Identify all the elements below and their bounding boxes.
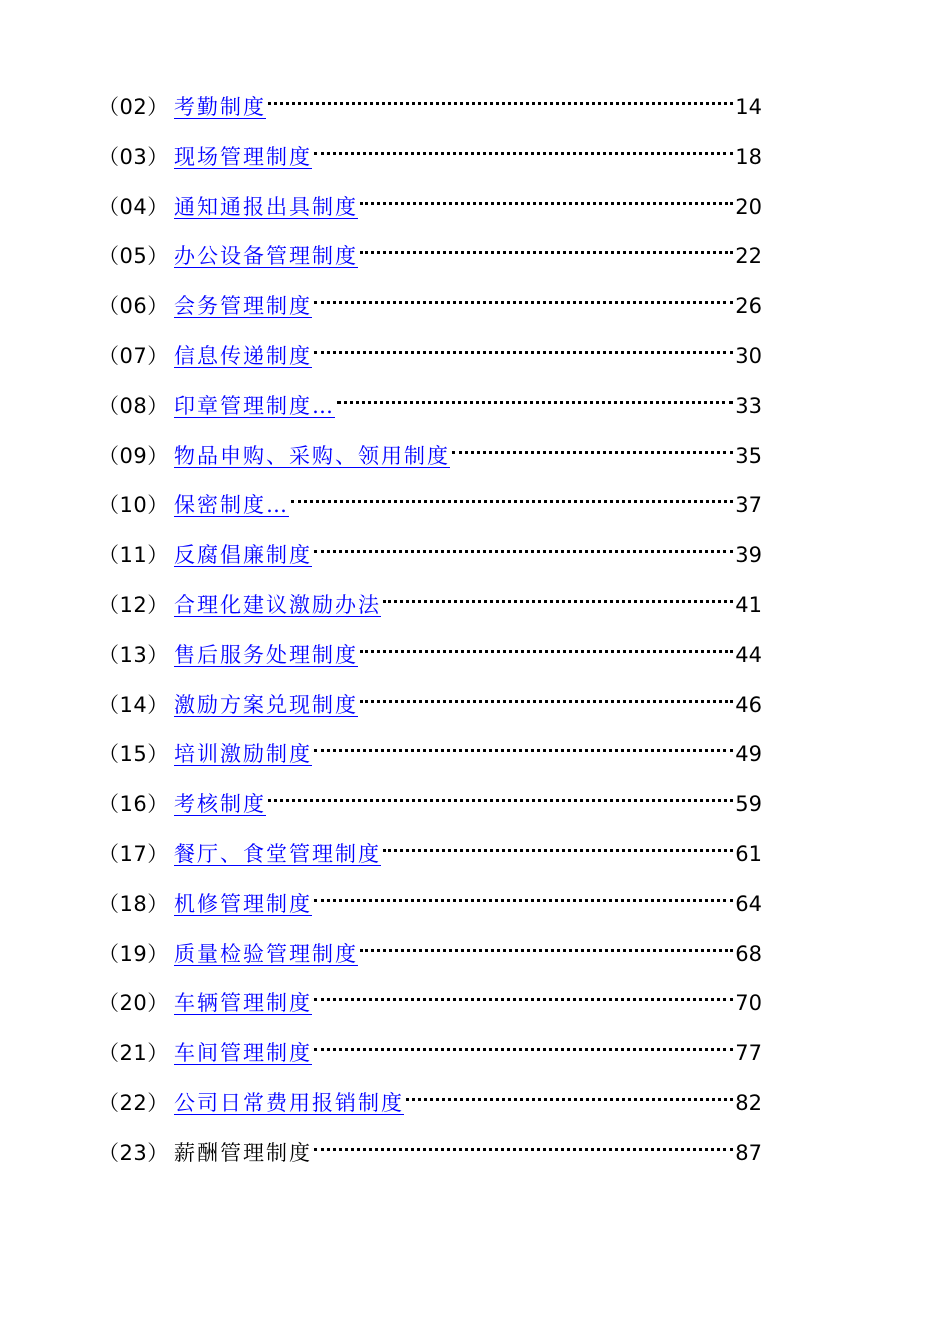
toc-entry[interactable]: [98, 433, 762, 483]
toc-dot-leader: [291, 482, 733, 512]
toc-entry-link[interactable]: 公司日常费用报销制度: [174, 1090, 404, 1115]
toc-entry-link[interactable]: 考勤制度: [174, 95, 266, 119]
toc-dot-leader: [406, 1080, 733, 1110]
toc-entry-page-number: 68: [735, 941, 762, 966]
toc-entry-page-number: 22: [735, 244, 762, 269]
toc-entry-page-number: 26: [735, 294, 762, 319]
toc-entry[interactable]: [98, 781, 762, 831]
toc-entry-number: （13）: [98, 642, 169, 667]
toc-entry-page-number: 46: [735, 692, 762, 717]
toc-entry-page-number: 64: [735, 891, 762, 916]
toc-entry[interactable]: [98, 582, 762, 632]
toc-entry-link[interactable]: 印章管理制度…: [174, 393, 335, 418]
toc-entry-link[interactable]: 考核制度: [174, 792, 266, 817]
toc-entry-page-number: 70: [735, 991, 762, 1016]
toc-entry-link[interactable]: 信息传递制度: [174, 343, 312, 368]
toc-entry-page-number: 39: [735, 543, 762, 568]
toc-dot-leader: [360, 931, 733, 961]
toc-entry-link[interactable]: 售后服务处理制度: [174, 642, 358, 667]
toc-entry[interactable]: [98, 980, 762, 1030]
toc-entry-page-number: 20: [735, 194, 762, 219]
toc-dot-leader: [314, 980, 733, 1010]
table-of-contents: [98, 84, 762, 1180]
toc-entry[interactable]: [98, 632, 762, 682]
toc-dot-leader: [314, 1030, 733, 1060]
toc-entry[interactable]: [98, 283, 762, 333]
toc-entry-link[interactable]: 反腐倡廉制度: [174, 543, 312, 568]
toc-entry-page-number: 44: [735, 642, 762, 667]
toc-dot-leader: [314, 333, 733, 363]
toc-dot-leader: [314, 134, 733, 164]
toc-entry-link[interactable]: 餐厅、食堂管理制度: [174, 841, 381, 866]
toc-entry-link[interactable]: 物品申购、采购、领用制度: [174, 443, 450, 468]
toc-entry-title: 薪酬管理制度: [174, 1140, 312, 1165]
toc-entry[interactable]: [98, 333, 762, 383]
toc-entry-number: （05）: [98, 244, 169, 269]
toc-entry[interactable]: [98, 831, 762, 881]
toc-entry-number: （16）: [98, 792, 169, 817]
toc-dot-leader: [314, 283, 733, 313]
toc-entry-number: （19）: [98, 941, 169, 966]
toc-entry[interactable]: [98, 1080, 762, 1130]
toc-entry-link[interactable]: 车间管理制度: [174, 1041, 312, 1066]
toc-entry-page-number: 59: [735, 792, 762, 817]
toc-entry[interactable]: [98, 731, 762, 781]
toc-entry-link[interactable]: 会务管理制度: [174, 294, 312, 319]
toc-entry-page-number: 30: [735, 343, 762, 368]
toc-dot-leader: [360, 682, 733, 712]
toc-entry-number: （12）: [98, 592, 169, 617]
toc-entry-number: （20）: [98, 991, 169, 1016]
toc-dot-leader: [337, 383, 733, 413]
toc-entry-link[interactable]: 质量检验管理制度: [174, 941, 358, 966]
toc-entry[interactable]: [98, 1030, 762, 1080]
toc-entry-page-number: 33: [735, 393, 762, 418]
toc-entry-number: （18）: [98, 891, 169, 916]
toc-entry-link[interactable]: 现场管理制度: [174, 144, 312, 169]
toc-entry-number: （10）: [98, 493, 169, 518]
toc-dot-leader: [268, 84, 733, 114]
toc-entry-page-number: 61: [735, 841, 762, 866]
toc-entry-link[interactable]: 激励方案兑现制度: [174, 692, 358, 717]
toc-dot-leader: [268, 781, 733, 811]
toc-entry-number: （22）: [98, 1090, 169, 1115]
toc-entry-page-number: 37: [735, 493, 762, 518]
toc-entry-link[interactable]: 办公设备管理制度: [174, 244, 358, 269]
toc-dot-leader: [360, 632, 733, 662]
toc-entry[interactable]: [98, 134, 762, 184]
toc-entry-number: （21）: [98, 1041, 169, 1066]
toc-entry-number: （23）: [98, 1140, 169, 1165]
toc-entry-page-number: 35: [735, 443, 762, 468]
toc-entry-number: （03）: [98, 144, 169, 169]
toc-entry-link[interactable]: 通知通报出具制度: [174, 194, 358, 219]
toc-entry-link[interactable]: 机修管理制度: [174, 891, 312, 916]
toc-entry-page-number: 82: [735, 1090, 762, 1115]
toc-entry[interactable]: [98, 233, 762, 283]
toc-dot-leader: [383, 831, 733, 861]
toc-entry-page-number: 87: [735, 1140, 762, 1165]
toc-entry: [98, 1130, 762, 1180]
toc-dot-leader: [314, 731, 733, 761]
toc-dot-leader: [383, 582, 733, 612]
toc-entry-number: （11）: [98, 543, 169, 568]
toc-entry[interactable]: [98, 881, 762, 931]
toc-dot-leader: [360, 184, 733, 214]
toc-entry[interactable]: [98, 931, 762, 981]
toc-entry[interactable]: [98, 84, 762, 134]
toc-entry-number: （07）: [98, 343, 169, 368]
toc-entry-number: （02）: [98, 95, 169, 119]
toc-entry-number: （14）: [98, 692, 169, 717]
toc-entry-link[interactable]: 保密制度…: [174, 493, 289, 518]
toc-entry[interactable]: [98, 532, 762, 582]
toc-entry[interactable]: [98, 482, 762, 532]
toc-entry-number: （15）: [98, 742, 169, 767]
toc-entry-number: （08）: [98, 393, 169, 418]
toc-entry-page-number: 77: [735, 1041, 762, 1066]
toc-entry-number: （06）: [98, 294, 169, 319]
toc-entry-number: （09）: [98, 443, 169, 468]
toc-dot-leader: [360, 233, 733, 263]
toc-entry-page-number: 41: [735, 592, 762, 617]
toc-entry-link[interactable]: 车辆管理制度: [174, 991, 312, 1016]
toc-entry[interactable]: [98, 682, 762, 732]
toc-entry-page-number: 49: [735, 742, 762, 767]
toc-dot-leader: [314, 1130, 733, 1160]
toc-dot-leader: [314, 881, 733, 911]
toc-entry-page-number: 14: [735, 95, 762, 119]
toc-entry-link[interactable]: 合理化建议激励办法: [174, 592, 381, 617]
toc-entry-page-number: 18: [735, 144, 762, 169]
toc-entry-number: （17）: [98, 841, 169, 866]
toc-entry-link[interactable]: 培训激励制度: [174, 742, 312, 767]
toc-entry[interactable]: [98, 383, 762, 433]
toc-entry[interactable]: [98, 184, 762, 234]
toc-dot-leader: [452, 433, 733, 463]
toc-entry-number: （04）: [98, 194, 169, 219]
toc-dot-leader: [314, 532, 733, 562]
